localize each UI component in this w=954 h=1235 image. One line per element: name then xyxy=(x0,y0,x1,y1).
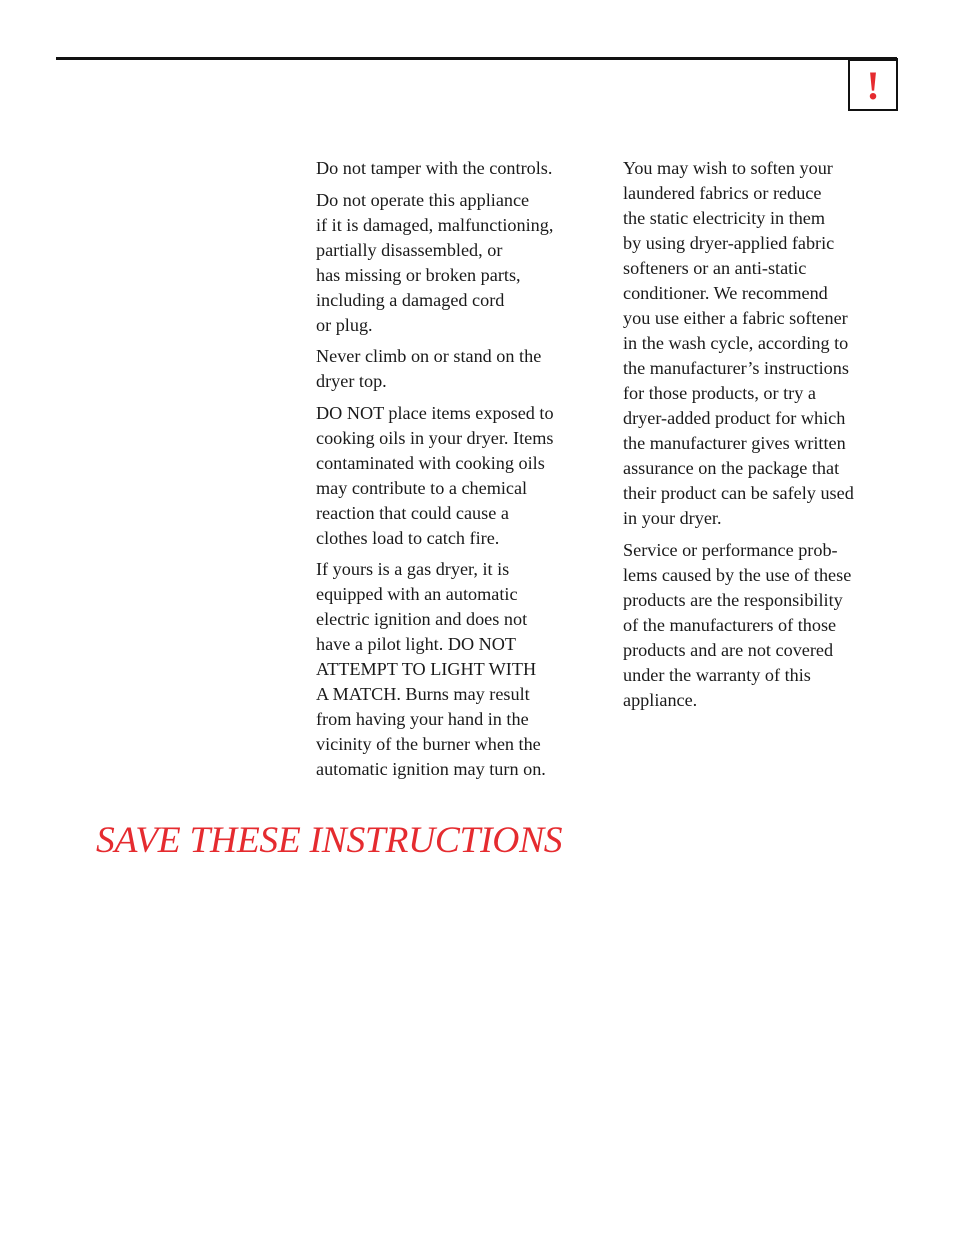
instruction-paragraph: You may wish to soften your laundered fabrics or reduce the static electricity in them by using dryer-applied fabric softeners or an anti-static conditioner. We recommend you use either a fabric softener in the wash cycle, according to the manufacturer’s instructions for those products, or try a dryer-added product for which the manufacturer gives written assurance on the package that their product can be safely used in your dryer. xyxy=(623,158,854,528)
instruction-paragraph: Never climb on or stand on the dryer top. xyxy=(316,346,542,391)
warning-box xyxy=(848,58,898,111)
instruction-paragraph: Do not operate this appliance if it is damaged, malfunctioning, partially disassembled, or has missing or broken parts, including a damaged cord or plug. xyxy=(316,189,554,335)
instruction-paragraph: Do not tamper with the controls. xyxy=(316,158,553,178)
safety-column-left xyxy=(316,156,591,789)
exclamation-warning-icon: ! xyxy=(866,63,880,108)
instruction-paragraph: DO NOT place items exposed to cooking oils in your dryer. Items contaminated with cooking oils may contribute to a chemical reaction that could cause a clothes load to catch fire. xyxy=(316,402,554,548)
header-rule xyxy=(56,57,897,60)
instruction-paragraph: If yours is a gas dryer, it is equipped with an automatic electric ignition and does not have a pilot light. DO NOT ATTEMPT TO LIGHT WITH A MATCH. Burns may result from having your hand in the vicinity of the burner when the automatic ignition may turn on. xyxy=(316,559,546,779)
save-instructions-heading: SAVE THESE INSTRUCTIONS xyxy=(96,820,563,861)
instruction-paragraph: Service or performance prob- lems caused by the use of these products are the responsibility of the manufacturers of those products and are not covered under the warranty of this appliance. xyxy=(623,539,852,710)
safety-column-right xyxy=(623,156,891,719)
